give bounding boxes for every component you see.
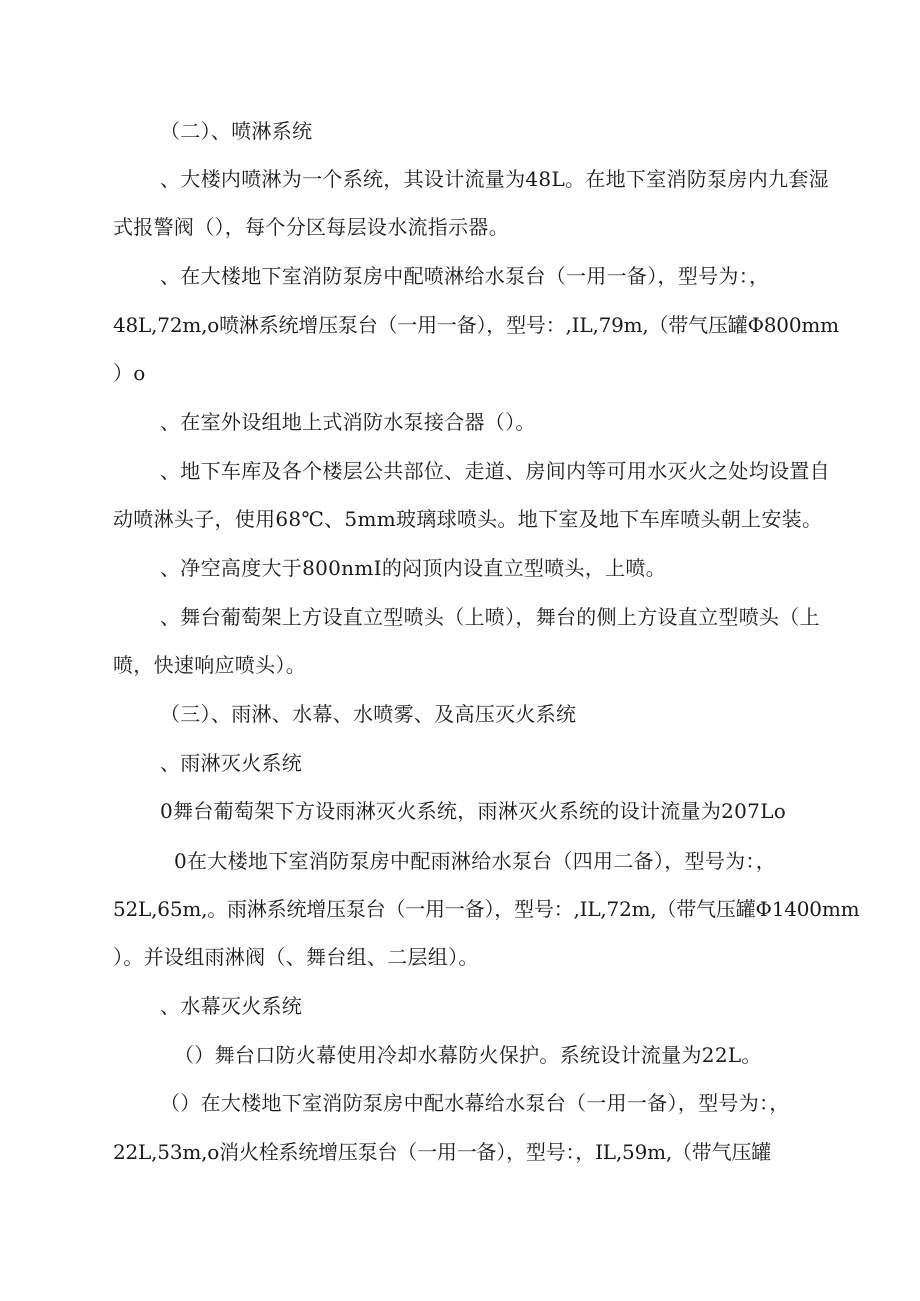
paragraph-line: 、舞台葡萄架上方设直立型喷头（上喷），舞台的侧上方设直立型喷头（上	[160, 605, 820, 629]
paragraph-line: 式报警阀（），每个分区每层设水流指示器。	[113, 215, 509, 239]
subheading-deluge-system: 、雨淋灭火系统	[160, 751, 303, 775]
paragraph-line: 、净空高度大于800nmI的闷顶内设直立型喷头，上喷。	[160, 556, 667, 580]
paragraph-line: 0舞台葡萄架下方设雨淋灭火系统，雨淋灭火系统的设计流量为207Lo	[160, 799, 787, 823]
paragraph-line: 52L,65m,。雨淋系统增压泵台（一用一备），型号：,IL,72m,（带气压罐Φ1400mm	[113, 897, 860, 921]
paragraph-line: ）o	[113, 361, 146, 385]
paragraph-line: ）。并设组雨淋阀（、舞台组、二层组）。	[113, 945, 479, 969]
paragraph-line: 、地下车库及各个楼层公共部位、走道、房间内等可用水灭火之处均设置自	[160, 459, 830, 483]
paragraph-line: 、在大楼地下室消防泵房中配喷淋给水泵台（一用一备），型号为：，	[160, 264, 770, 288]
paragraph-line: 、在室外设组地上式消防水泵接合器（）。	[160, 410, 536, 434]
paragraph-line: （）舞台口防火幕使用冷却水幕防火保护。系统设计流量为22L。	[174, 1043, 762, 1067]
section-heading-deluge: （三）、雨淋、水幕、水喷雾、及高压灭火系统	[160, 702, 577, 726]
paragraph-line: 48L,72m,o喷淋系统增压泵台（一用一备），型号：,IL,79m,（带气压罐Φ800mm	[113, 313, 839, 337]
subheading-water-curtain: 、水幕灭火系统	[160, 994, 303, 1018]
paragraph-line: 22L,53m,o消火栓系统增压泵台（一用一备），型号：，IL,59m,（带气压罐	[113, 1140, 772, 1164]
paragraph-line: 、大楼内喷淋为一个系统，其设计流量为48L。在地下室消防泵房内九套湿	[160, 167, 829, 191]
paragraph-line: （）在大楼地下室消防泵房中配水幕给水泵台（一用一备），型号为：，	[160, 1091, 790, 1115]
paragraph-line: 喷，快速响应喷头）。	[113, 653, 306, 677]
paragraph-line: 0在大楼地下室消防泵房中配雨淋给水泵台（四用二备），型号为：，	[174, 849, 777, 873]
section-heading-sprinkler: （二）、喷淋系统	[160, 119, 313, 143]
paragraph-line: 动喷淋头子，使用68℃、5mm玻璃球喷头。地下室及地下车库喷头朝上安装。	[113, 507, 823, 531]
